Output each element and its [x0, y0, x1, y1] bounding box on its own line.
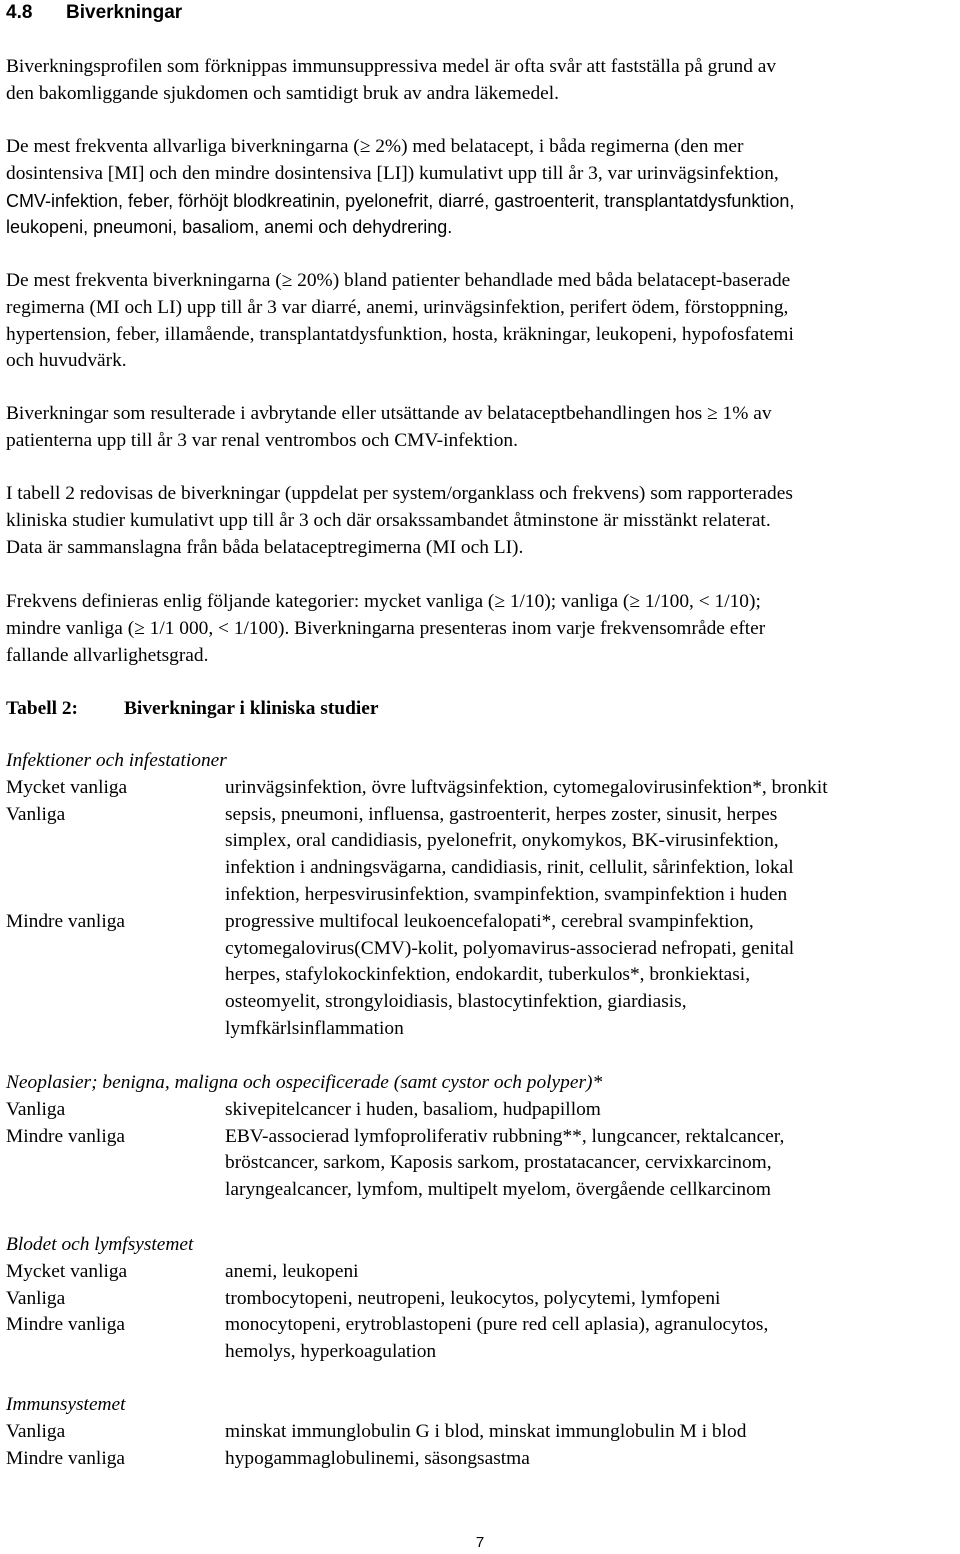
table-row	[6, 1446, 954, 1473]
reaction-terms	[225, 1446, 954, 1473]
reaction-terms	[225, 802, 954, 909]
text-line: leukopeni, pneumoni, basaliom, anemi och dehydrering.	[6, 217, 453, 238]
frequency-label: Mindre vanliga	[6, 910, 126, 932]
text-line: fallande allvarlighetsgrad.	[6, 644, 209, 666]
table-row	[6, 1259, 954, 1286]
text-line: Frekvens definieras enlig följande kategorier: mycket vanliga (≥ 1/10); vanliga (≥ 1/100, < 1/10);	[6, 591, 761, 612]
reaction-terms	[225, 775, 954, 802]
paragraph-table-intro	[6, 481, 954, 561]
table-section-blood	[6, 1232, 954, 1366]
table-row	[6, 802, 954, 909]
term-line: hemolys, hyperkoagulation	[225, 1341, 437, 1363]
frequency-label: Mycket vanliga	[6, 1260, 128, 1282]
paragraph-discontinuation	[6, 401, 954, 455]
table-section-infections	[6, 748, 954, 1043]
frequency-label: Mindre vanliga	[6, 1447, 126, 1469]
term-line: laryngealcancer, lymfom, multipelt myelom, övergående cellkarcinom	[225, 1179, 771, 1201]
term-line: bröstcancer, sarkom, Kaposis sarkom, prostatacancer, cervixkarcinom,	[225, 1152, 772, 1174]
table-section-neoplasms	[6, 1070, 954, 1204]
paragraph-serious-reactions	[6, 134, 954, 241]
term-line: simplex, oral candidiasis, pyelonefrit, onykomykos, BK-virusinfektion,	[225, 830, 779, 852]
term-line: urinvägsinfektion, övre luftvägsinfektion, cytomegalovirusinfektion*, bronkit	[225, 776, 828, 798]
text-line: dosintensiva [MI] och den mindre dosintensiva [LI]) kumulativt upp till år 3, var urinvägsinfektion,	[6, 162, 779, 184]
table-label: Tabell 2:	[6, 698, 79, 719]
reaction-terms	[225, 909, 954, 1043]
section-header: Blodet och lymfsystemet	[6, 1234, 194, 1255]
table-row	[6, 909, 954, 1043]
term-line: hypogammaglobulinemi, säsongsastma	[225, 1447, 530, 1469]
frequency-label: Vanliga	[6, 1420, 66, 1442]
text-line: De mest frekventa biverkningarna (≥ 20%) bland patienter behandlade med båda belatacept-baserade	[6, 270, 791, 291]
text-line: Biverkningsprofilen som förknippas immunsuppressiva medel är ofta svår att fastställa på grund av	[6, 56, 777, 77]
text-line: De mest frekventa allvarliga biverkningarna (≥ 2%) med belatacept, i båda regimerna (den mer	[6, 136, 744, 157]
term-line: infektion, herpesvirusinfektion, svampinfektion, svampinfektion i huden	[225, 883, 788, 905]
term-line: trombocytopeni, neutropeni, leukocytos, polycytemi, lymfopeni	[225, 1287, 721, 1309]
table-row	[6, 1312, 954, 1366]
table-row	[6, 775, 954, 802]
term-line: minskat immunglobulin G i blod, minskat immunglobulin M i blod	[225, 1420, 747, 1442]
table-section-immune	[6, 1392, 954, 1472]
reaction-terms	[225, 1097, 954, 1124]
text-line: och huvudvärk.	[6, 350, 127, 372]
table-row	[6, 1419, 954, 1446]
text-line: den bakomliggande sjukdomen och samtidigt bruk av andra läkemedel.	[6, 82, 560, 104]
term-line: progressive multifocal leukoencefalopati*, cerebral svampinfektion,	[225, 910, 754, 932]
section-header: Neoplasier; benigna, maligna och ospecificerade (samt cystor och polyper)*	[6, 1072, 603, 1093]
text-line: kliniska studier kumulativt upp till år 3 och där orsakssambandet åtminstone är misstänkt relaterat.	[6, 509, 771, 531]
paragraph-intro	[6, 54, 954, 108]
reaction-terms	[225, 1259, 954, 1286]
text-line: Biverkningar som resulterade i avbrytande eller utsättande av belataceptbehandlingen hos ≥ 1% av	[6, 403, 772, 424]
term-line: anemi, leukopeni	[225, 1260, 359, 1282]
frequency-label: Mindre vanliga	[6, 1314, 126, 1336]
text-line: mindre vanliga (≥ 1/1 000, < 1/100). Biverkningarna presenteras inom varje frekvensområde efter	[6, 617, 766, 639]
page-number: 7	[475, 1534, 485, 1551]
section-header: Infektioner och infestationer	[6, 750, 227, 771]
frequency-label: Vanliga	[6, 803, 66, 825]
term-line: sepsis, pneumoni, influensa, gastroenterit, herpes zoster, sinusit, herpes	[225, 803, 778, 825]
term-line: herpes, stafylokockinfektion, endokardit, tuberkulos*, bronkiektasi,	[225, 964, 751, 986]
reaction-terms	[225, 1312, 954, 1366]
reaction-terms	[225, 1124, 954, 1204]
paragraph-frequent-reactions	[6, 268, 954, 375]
table-caption: Biverkningar i kliniska studier	[124, 698, 379, 719]
frequency-label: Mycket vanliga	[6, 776, 128, 798]
table-row	[6, 1124, 954, 1204]
section-number: 4.8	[6, 2, 33, 23]
table-row	[6, 1286, 954, 1313]
reaction-terms	[225, 1419, 954, 1446]
frequency-label: Vanliga	[6, 1098, 66, 1120]
text-line: regimerna (MI och LI) upp till år 3 var diarré, anemi, urinvägsinfektion, perifert ödem, förstoppning,	[6, 296, 789, 318]
table-row	[6, 1097, 954, 1124]
text-line: Data är sammanslagna från båda belataceptregimerna (MI och LI).	[6, 536, 524, 558]
term-line: monocytopeni, erytroblastopeni (pure red cell aplasia), agranulocytos,	[225, 1314, 769, 1336]
section-title: Biverkningar	[66, 2, 183, 23]
frequency-label: Mindre vanliga	[6, 1125, 126, 1147]
text-line: patienterna upp till år 3 var renal ventrombos och CMV-infektion.	[6, 429, 518, 451]
text-line: CMV-infektion, feber, förhöjt blodkreatinin, pyelonefrit, diarré, gastroenterit, transplantatdysfunktion,	[6, 190, 795, 211]
section-heading	[6, 2, 182, 24]
term-line: skivepitelcancer i huden, basaliom, hudpapillom	[225, 1098, 601, 1120]
frequency-label: Vanliga	[6, 1287, 66, 1309]
term-line: EBV-associerad lymfoproliferativ rubbning**, lungcancer, rektalcancer,	[225, 1125, 785, 1147]
term-line: cytomegalovirus(CMV)-kolit, polyomavirus-associerad nefropati, genital	[225, 937, 795, 959]
paragraph-frequency-definition	[6, 589, 954, 669]
reaction-terms	[225, 1286, 954, 1313]
term-line: lymfkärlsinflammation	[225, 1017, 404, 1039]
term-line: infektion i andningsvägarna, candidiasis, rinit, cellulit, sårinfektion, lokal	[225, 857, 794, 879]
term-line: osteomyelit, strongyloidiasis, blastocytinfektion, giardiasis,	[225, 991, 687, 1013]
table-title	[6, 696, 378, 723]
text-line: hypertension, feber, illamående, transplantatdysfunktion, hosta, kräkningar, leukopeni, hypofosfatemi	[6, 323, 794, 345]
text-line: I tabell 2 redovisas de biverkningar (uppdelat per system/organklass och frekvens) som rapporterades	[6, 483, 793, 504]
section-header: Immunsystemet	[6, 1394, 126, 1415]
